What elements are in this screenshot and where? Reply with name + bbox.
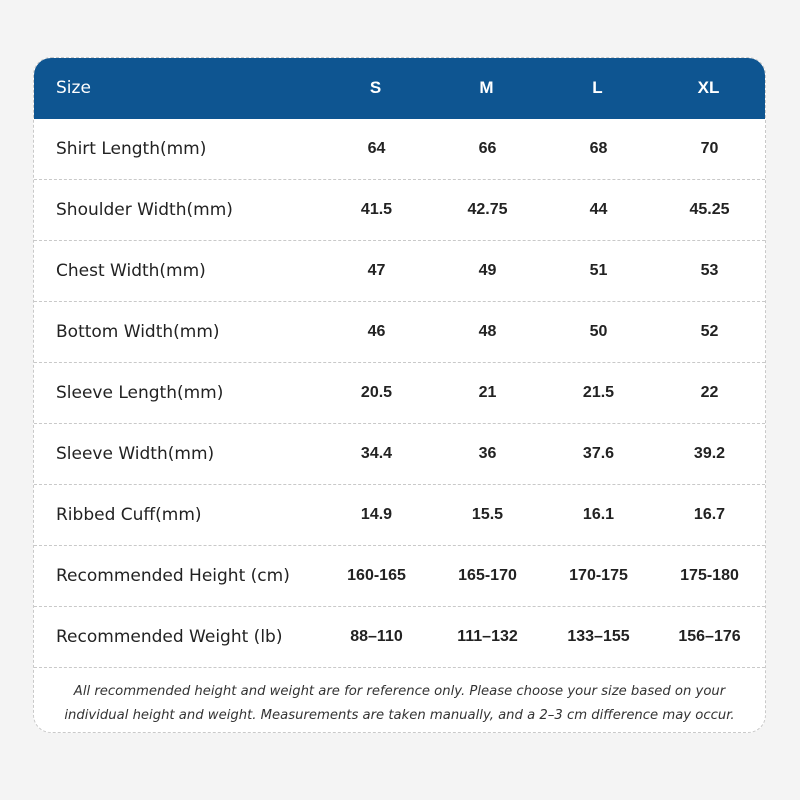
cell-xl: 175-180 (680, 567, 739, 584)
table-row (34, 485, 765, 546)
cell-l: 170-175 (569, 567, 628, 584)
cell-m: 49 (478, 262, 497, 279)
row-label: Ribbed Cuff(mm) (56, 505, 202, 525)
table-row (34, 241, 765, 302)
cell-l: 44 (589, 201, 608, 218)
cell-s: 88–110 (350, 628, 403, 645)
cell-m: 15.5 (471, 506, 504, 523)
row-label: Sleeve Width(mm) (56, 444, 215, 464)
cell-xl: 45.25 (689, 201, 730, 218)
cell-l: 133–155 (567, 628, 630, 645)
header-size-xl: XL (697, 78, 720, 97)
cell-m: 21 (478, 384, 497, 401)
cell-s: 47 (367, 262, 386, 279)
cell-xl: 70 (700, 140, 719, 157)
table-row (34, 363, 765, 424)
cell-xl: 53 (700, 262, 719, 279)
cell-xl: 22 (700, 384, 719, 401)
cell-s: 64 (367, 140, 386, 157)
cell-s: 41.5 (360, 201, 393, 218)
cell-s: 20.5 (360, 384, 393, 401)
header-size-m: M (479, 78, 494, 97)
cell-s: 46 (367, 323, 386, 340)
cell-m: 42.75 (467, 201, 508, 218)
row-label: Shirt Length(mm) (56, 139, 207, 159)
cell-m: 36 (478, 445, 497, 462)
table-row (34, 546, 765, 607)
cell-m: 111–132 (457, 628, 518, 645)
cell-l: 51 (589, 262, 608, 279)
table-header (33, 57, 766, 119)
cell-s: 14.9 (360, 506, 393, 523)
cell-s: 160-165 (347, 567, 406, 584)
cell-xl: 52 (700, 323, 719, 340)
row-label: Recommended Height (cm) (56, 566, 290, 586)
cell-m: 66 (478, 140, 497, 157)
cell-l: 21.5 (582, 384, 615, 401)
cell-l: 37.6 (582, 445, 615, 462)
table-row (34, 119, 765, 180)
cell-xl: 156–176 (678, 628, 741, 645)
header-size-label: Size (56, 78, 91, 98)
row-label: Shoulder Width(mm) (56, 200, 233, 220)
cell-m: 165-170 (458, 567, 517, 584)
size-chart-card (33, 57, 766, 733)
row-label: Chest Width(mm) (56, 261, 206, 281)
header-size-l: L (592, 78, 603, 97)
cell-m: 48 (478, 323, 497, 340)
cell-l: 16.1 (582, 506, 615, 523)
table-row (34, 180, 765, 241)
cell-xl: 39.2 (693, 445, 726, 462)
cell-s: 34.4 (360, 445, 393, 462)
cell-l: 50 (589, 323, 608, 340)
row-label: Recommended Weight (lb) (56, 627, 283, 647)
cell-xl: 16.7 (693, 506, 726, 523)
table-row (34, 424, 765, 485)
table-row (34, 302, 765, 363)
table-row (34, 607, 765, 668)
row-label: Sleeve Length(mm) (56, 383, 224, 403)
cell-l: 68 (589, 140, 608, 157)
disclaimer-note: All recommended height and weight are for reference only. Please choose your size based on your individual height and weight. Measurements are taken manually, and a 2–3 cm difference may occur. (64, 684, 735, 723)
header-size-s: S (369, 78, 382, 97)
table-body (34, 119, 765, 668)
row-label: Bottom Width(mm) (56, 322, 220, 342)
